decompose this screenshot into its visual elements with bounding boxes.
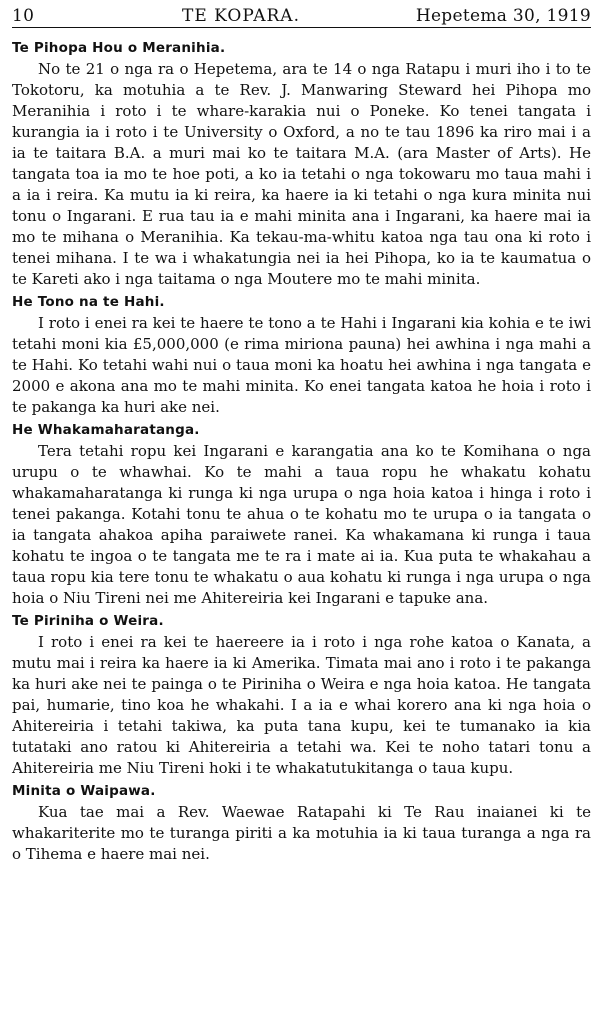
article-body: I roto i enei ra kei te haere te tono a te Hahi i Ingarani kia kohia e te iwi tetahi moni kia £5,000,000 (e rima miriona pauna) hei awhina i nga mahi a te Hahi. Ko tetahi wahi nui o taua moni ka hoatu hei awhina i nga tangata e 2000 e akona ana mo te mahi minita. Ko enei tangata katoa he hoia i roto i te pakanga ka huri ake nei. <box>12 314 591 416</box>
article-heading: Minita o Waipawa. <box>12 783 156 799</box>
article-body: I roto i enei ra kei te haereere ia i roto i nga rohe katoa o Kanata, a mutu mai i reira ka haere ia ki Amerika. Timata mai ano i roto i te pakanga ka huri ake nei te painga o te Piriniha o Weira e nga hoia katoa. He tangata pai, humarie, tino koa he whakahi. I a ia e whai korero ana ki nga hoia o Ahitereiria i tetahi takiwa, ka puta tana kupu, kei te tumanako ia kia tutataki ano ratou ki Ahitereiria a tetahi wa. Kei te noho tatari tonu a Ahitereiria me Niu Tireni hoki i te whakatutukitanga o taua kupu. <box>12 633 591 777</box>
article-body: Kua tae mai a Rev. Waewae Ratapahi ki Te Rau inaianei ki te whakariterite mo te turanga piriti a ka motuhia ia ki taua turanga a nga ra o Tihema e haere mai nei. <box>12 803 591 863</box>
article <box>12 38 591 290</box>
page-header <box>12 0 591 28</box>
article-body: Tera tetahi ropu kei Ingarani e karangatia ana ko te Komihana o nga urupu o te whawhai. Ko te mahi a taua ropu he whakatu kohatu whakamaharatanga ki runga ki nga urupa o nga hoia katoa i hinga i roto i tenei pakanga. Kotahi tonu te ahua o te kohatu mo te urupa o ia tangata o ia tangata ahakoa apiha paraiwete ranei. Ka whakamana ki runga i taua kohatu te ingoa o te tangata me te ra i mate ai ia. Kua puta te whakahau a taua ropu kia tere tonu te whakatu o aua kohatu ki runga i nga urupa o nga hoia o Niu Tireni nei me Ahitereiria kei Ingarani e tapuke ana. <box>12 442 591 607</box>
article-heading: Te Piriniha o Weira. <box>12 613 164 629</box>
article <box>12 611 591 779</box>
article-heading: He Tono na te Hahi. <box>12 294 165 310</box>
article <box>12 420 591 609</box>
article <box>12 292 591 418</box>
publication-title: TE KOPARA. <box>182 6 300 26</box>
article <box>12 781 591 865</box>
page-number: 10 <box>12 6 35 26</box>
page-content <box>12 28 591 865</box>
issue-date: Hepetema 30, 1919 <box>415 6 591 26</box>
article-heading: He Whakamaharatanga. <box>12 422 200 438</box>
article-heading: Te Pihopa Hou o Meranihia. <box>12 40 226 56</box>
article-body: No te 21 o nga ra o Hepetema, ara te 14 o nga Ratapu i muri iho i to te Tokotoru, ka motuhia a te Rev. J. Manwaring Steward hei Pihopa mo Meranihia i roto i te whare-karakia nui o Poneke. Ko tenei tangata i kurangia ia i roto i te University o Oxford, a no te tau 1896 ka riro mai i a ia te taitara B.A. a muri mai ko te taitara M.A. (ara Master of Arts). He tangata toa ia mo te hoe poti, a ko ia tetahi o nga tokowaru mo taua mahi i a ia i reira. Ka mutu ia ki reira, ka haere ia ki tetahi o nga kura minita nui tonu o Ingarani. E rua tau ia e mahi minita ana i Ingarani, ka haere mai ia mo te mihana o Meranihia. Ka tekau-ma-whitu katoa nga tau ona ki roto i tenei mihana. I te wa i whakatungia nei ia hei Pihopa, ko ia te kaumatua o te Kareti ako i nga taitama o nga Moutere mo te mahi minita. <box>12 60 591 288</box>
